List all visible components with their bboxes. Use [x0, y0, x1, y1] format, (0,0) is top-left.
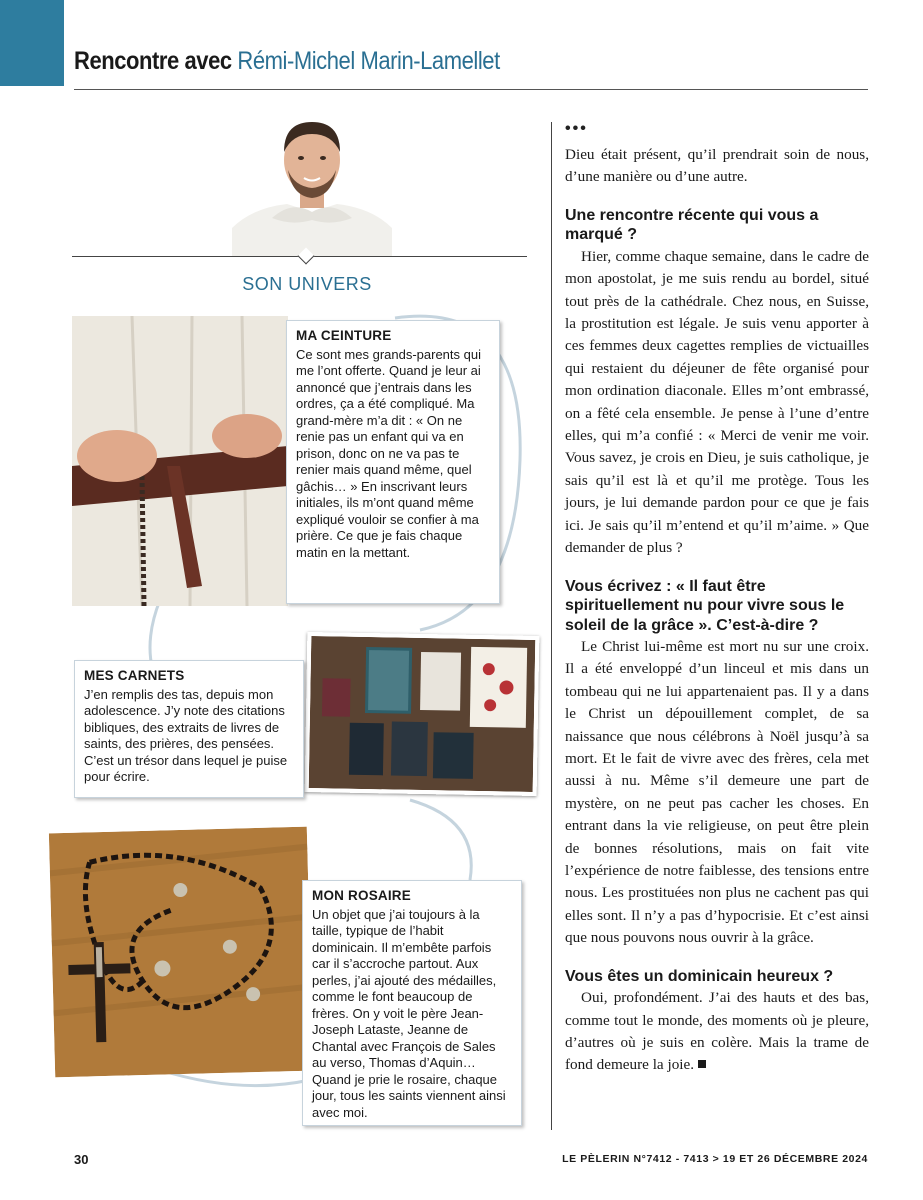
belt-caption-title: MA CEINTURE [296, 328, 392, 343]
belt-photo [72, 316, 288, 606]
univers-title: SON UNIVERS [242, 274, 372, 294]
magazine-issue: LE PÈLERIN N°7412 - 7413 > 19 ET 26 DÉCEMBRE 2024 [562, 1153, 868, 1165]
rosary-caption [302, 880, 522, 1126]
article-column [565, 122, 869, 1077]
belt-caption [286, 320, 500, 604]
header-prefix: Rencontre avec [74, 47, 232, 75]
continuation-mark: ••• [565, 120, 588, 137]
answer-3-text: Oui, profondément. J’ai des hauts et des bas, comme tout le monde, des moments où je pleure, d’autres où je suis en colère. Mais la trame de fond demeure la joie. [565, 989, 869, 1074]
page-number: 30 [74, 1152, 89, 1167]
notebooks-photo [305, 632, 540, 796]
question-2: Vous écrivez : « Il faut être spirituellement nu pour vivre sous le soleil de la grâce ». C’est-à-dire ? [565, 577, 845, 634]
end-of-article-square [698, 1060, 706, 1068]
page-header [74, 44, 868, 90]
rosary-caption-text: Un objet que j’ai toujours à la taille, typique de l’habit dominicain. Il m’embête parfois car il s’accroche partout. Aux perles, j’ai ajouté des médailles, comme le font beaucoup de frères. On y voit le père Jean-Joseph Lataste, Jeanne de Chantal avec François de Sales au verso, Thomas d’Aquin… Quand je prie le rosaire, chaque jour, tous les saints viennent ainsi avec moi. [312, 906, 506, 1120]
portrait-photo [232, 108, 392, 256]
answer-1: Hier, comme chaque semaine, dans le cadre de mon apostolat, je me suis rendu au bordel, situé tout près de la cathédrale. Chez nous, en Suisse, la prostitution est légale. Je suis venu apporter à ces femmes deux cagettes remplies de victuailles qui restaient du déjeuner de fête organisé pour mon ordination diaconale. Elles m’ont embrassé, on a fêté cela ensemble. Je pense à l’une d’entre elles, qui m’a confié : « Merci de venir me voir. Vous savez, je crois en Dieu, je suis catholique, je sais qu’il est là et qu’il me protège. Tous les jours, je lui demande pardon pour ce que je fais ici. Je sais qu’il m’entend et qu’il m’aime. » Que demander de plus ? [565, 247, 869, 557]
rosary-photo [49, 827, 313, 1078]
answer-3 [565, 987, 869, 1077]
notebooks-caption-title: MES CARNETS [84, 668, 185, 683]
belt-caption-text: Ce sont mes grands-parents qui me l’ont offerte. Quand je leur ai annoncé que j’entrais dans les ordres, ça a été compliqué. Ma grand-mère m’a dit : « On ne renie pas un enfant qui va en prison, donc on ne va pas te renier mais quand même, quel gâchis… » En inscrivant leurs initiales, ils m’ont quand même expliqué vouloir se confier à ma prière. Ce que je fais chaque matin en la mettant. [296, 346, 481, 560]
question-1: Une rencontre récente qui vous a marqué ? [565, 206, 819, 244]
rosary-caption-title: MON ROSAIRE [312, 888, 411, 903]
notebooks-caption-text: J’en remplis des tas, depuis mon adolescence. J’y note des citations bibliques, des extraits de livres de saints, des prières, des pensées. C’est un trésor dans lequel je puise pour écrire. [84, 686, 288, 784]
question-3: Vous êtes un dominicain heureux ? [565, 967, 834, 985]
header-title [74, 44, 773, 78]
corner-color-tab [0, 0, 64, 86]
column-divider [551, 122, 552, 1130]
article-intro: Dieu était présent, qu’il prendrait soin de nous, d’une manière ou d’une autre. [565, 146, 869, 186]
answer-2: Le Christ lui-même est mort nu sur une croix. Il a été enveloppé d’un linceul et mis dans un tombeau qui ne lui appartenaient pas. Il y a dans le Christ un dépouillement complet, de sa naissance que nous célébrons à Noël jusqu’à sa mort. Et le fait de vivre avec des frères, cela met aussi à nu. Même s’il demeure une part de mystère, on ne peut pas cacher les choses. En entrant dans la vie religieuse, on peut être plein de bonnes résolutions, mais on fait vite l’expérience de notre faiblesse, des tensions entre nous. Les prostituées non plus ne cachent pas qui elles sont. Il n’y a pas d’hypocrisie. Et c’est ainsi que nous pouvons nous ouvrir à la grâce. [565, 638, 869, 947]
notebooks-caption [74, 660, 304, 798]
header-name: Rémi-Michel Marin-Lamellet [237, 47, 500, 75]
